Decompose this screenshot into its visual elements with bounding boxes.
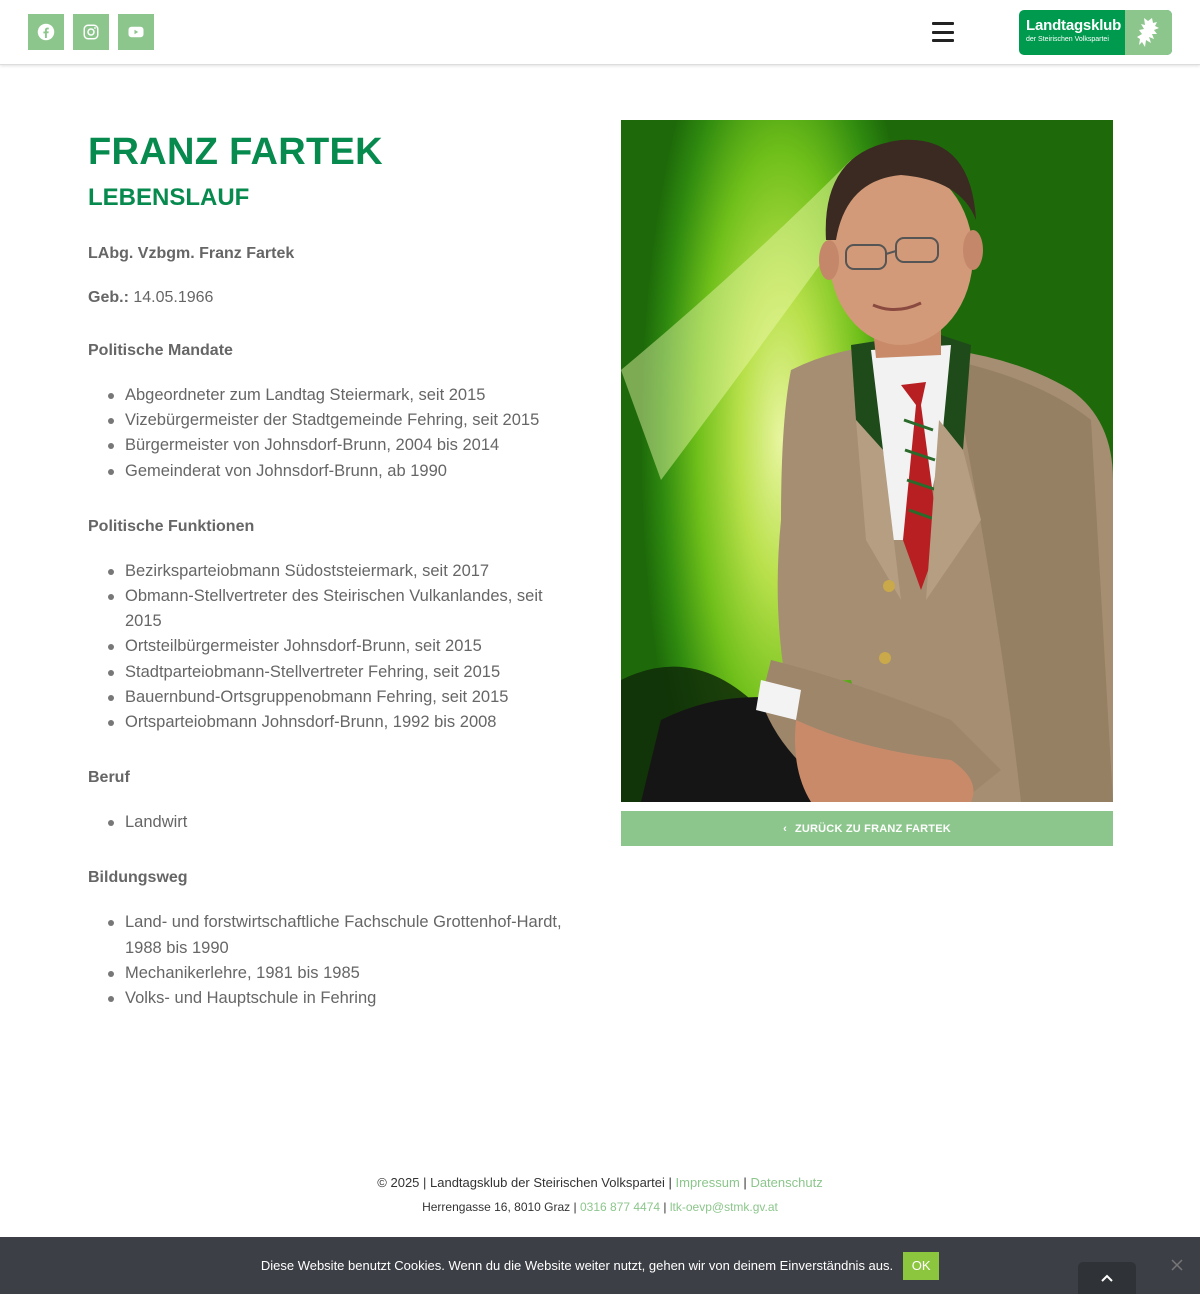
- birth-date: [88, 288, 568, 308]
- footer-separator: |: [663, 1200, 667, 1214]
- section-mandates: [88, 341, 568, 484]
- list-item: Gemeinderat von Johnsdorf-Brunn, ab 1990: [108, 459, 568, 484]
- facebook-button[interactable]: [28, 14, 64, 50]
- chevron-left-icon: ‹: [783, 822, 787, 835]
- datenschutz-link[interactable]: Datenschutz: [750, 1175, 823, 1190]
- menu-icon[interactable]: [932, 22, 954, 42]
- scroll-to-top-button[interactable]: [1078, 1262, 1136, 1294]
- list-item: Land- und forstwirtschaftliche Fachschule Grottenhof-Hardt, 1988 bis 1990: [108, 910, 568, 960]
- list-item: Ortsparteiobmann Johnsdorf-Brunn, 1992 bis 2008: [108, 710, 568, 735]
- social-links: [28, 14, 154, 50]
- section-list: [88, 559, 568, 735]
- cookie-text: Diese Website benutzt Cookies. Wenn du die Website weiter nutzt, gehen wir von deinem Einverständnis aus.: [260, 1258, 894, 1273]
- page-subtitle: LEBENSLAUF: [88, 184, 250, 211]
- section-heading: Politische Mandate: [88, 342, 233, 359]
- youtube-icon: [127, 23, 145, 41]
- cv-content: [88, 130, 568, 1011]
- footer-contact: [0, 1199, 1200, 1215]
- instagram-icon: [82, 23, 100, 41]
- birth-date-label: Geb.:: [88, 289, 129, 306]
- email-link[interactable]: ltk-oevp@stmk.gv.at: [669, 1200, 778, 1214]
- footer-separator: |: [743, 1175, 747, 1190]
- cookie-banner: [0, 1237, 1200, 1294]
- list-item: Obmann-Stellvertreter des Steirischen Vulkanlandes, seit 2015: [108, 584, 568, 634]
- copyright-text: © 2025 | Landtagsklub der Steirischen Volkspartei |: [377, 1175, 672, 1190]
- back-button[interactable]: [621, 811, 1113, 846]
- list-item: Vizebürgermeister der Stadtgemeinde Fehring, seit 2015: [108, 408, 568, 433]
- section-education: [88, 868, 568, 1011]
- list-item: Stadtparteiobmann-Stellvertreter Fehring, seit 2015: [108, 660, 568, 685]
- section-profession: [88, 768, 568, 835]
- portrait-photo: [621, 120, 1113, 802]
- section-heading: Politische Funktionen: [88, 517, 255, 535]
- logo-subtitle: der Steirischen Volkspartei: [1026, 36, 1109, 43]
- logo-title: Landtagsklub: [1026, 17, 1122, 34]
- section-list: [88, 810, 568, 835]
- list-item: Bezirksparteiobmann Südoststeiermark, seit 2017: [108, 559, 568, 584]
- site-header: [0, 0, 1200, 65]
- page-title: FRANZ FARTEK: [88, 131, 383, 173]
- section-heading: Bildungsweg: [88, 869, 188, 887]
- panther-icon: [1125, 10, 1172, 55]
- instagram-button[interactable]: [73, 14, 109, 50]
- chevron-up-icon: [1101, 1274, 1113, 1282]
- list-item: Ortsteilbürgermeister Johnsdorf-Brunn, seit 2015: [108, 634, 568, 659]
- list-item: Volks- und Hauptschule in Fehring: [108, 986, 568, 1011]
- footer-copyright: [0, 1175, 1200, 1191]
- section-list: [88, 383, 568, 484]
- section-heading: Beruf: [88, 769, 130, 787]
- birth-date-value: 14.05.1966: [133, 289, 214, 306]
- section-functions: [88, 517, 568, 735]
- impressum-link[interactable]: Impressum: [675, 1175, 740, 1190]
- section-list: [88, 910, 568, 1011]
- list-item: Mechanikerlehre, 1981 bis 1985: [108, 961, 568, 986]
- list-item: Abgeordneter zum Landtag Steiermark, seit 2015: [108, 383, 568, 408]
- back-button-label: ZURÜCK ZU FRANZ FARTEK: [794, 822, 951, 835]
- address-text: Herrengasse 16, 8010 Graz |: [422, 1200, 577, 1214]
- facebook-icon: [37, 23, 55, 41]
- list-item: Bürgermeister von Johnsdorf-Brunn, 2004 bis 2014: [108, 433, 568, 458]
- phone-link[interactable]: 0316 877 4474: [579, 1200, 661, 1214]
- site-logo[interactable]: [1019, 10, 1172, 55]
- youtube-button[interactable]: [118, 14, 154, 50]
- intro-name: LAbg. Vzbgm. Franz Fartek: [88, 245, 295, 262]
- list-item: Landwirt: [108, 810, 568, 835]
- list-item: Bauernbund-Ortsgruppenobmann Fehring, seit 2015: [108, 685, 568, 710]
- close-icon[interactable]: [1171, 1259, 1183, 1271]
- cookie-ok-button[interactable]: OK: [903, 1252, 939, 1280]
